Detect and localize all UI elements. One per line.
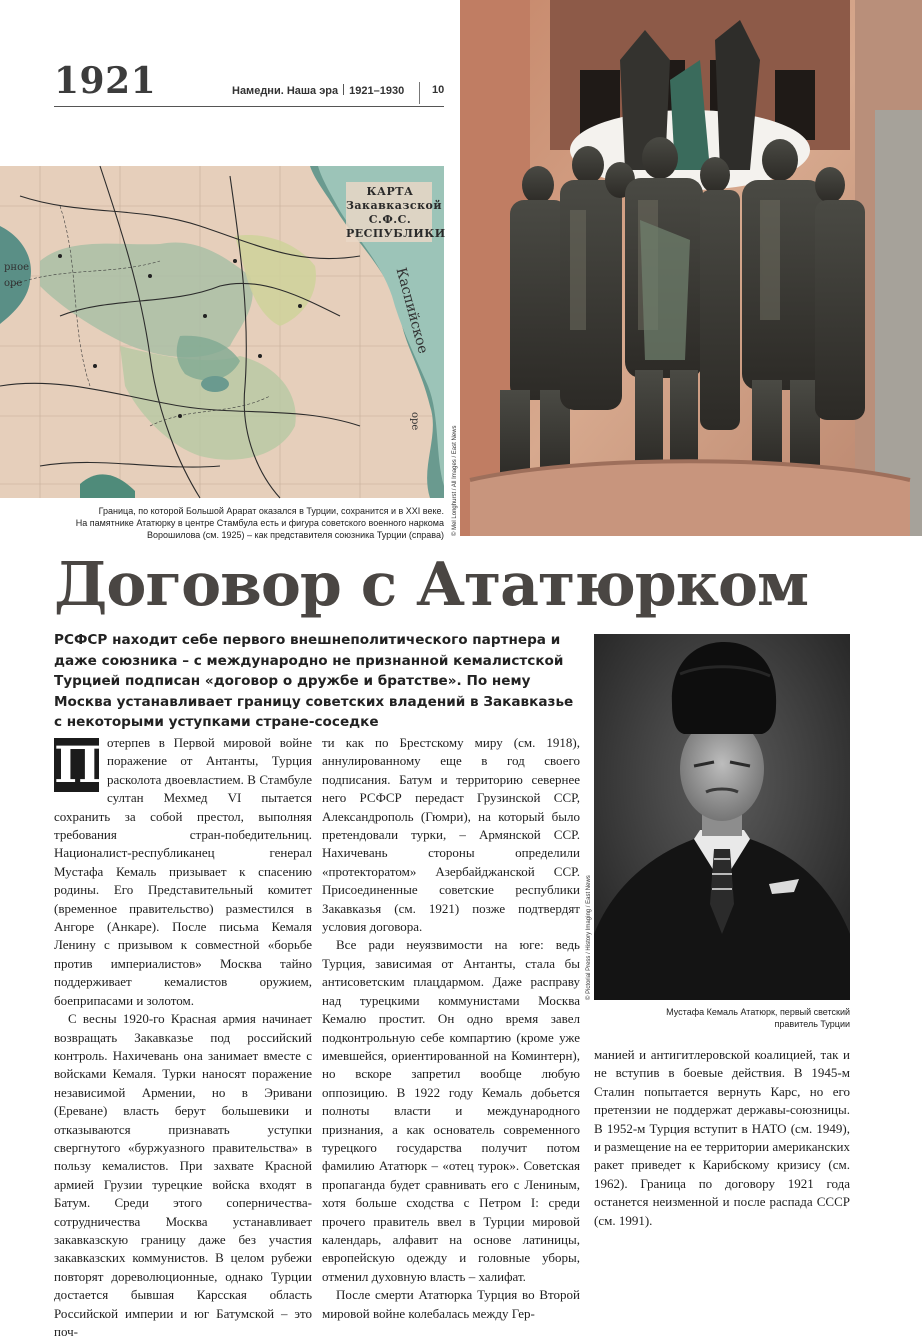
map-title-line: Закавказской [346,199,443,212]
map-label-sea-left: рное [4,262,30,273]
portrait-caption [594,1006,850,1030]
body-paragraph: С весны 1920-го Красная армия начинает возвращать Закавказье под российский контроль. Нахичевань она занимает вместе с войсками Кемаля. Турки наносят поражение независимой Армении, но в Эривани (Ереване) власть берут большевики и отказываются признавать уступки свергнутого «буржуазного правительства» в пользу кемалистов. При захвате Красной армией Грузии турецкие войска входят в Батум. Среди этого соперничества-сотрудничества Москва устанавливает закавказскую границу даже без участия закавказских коммунистов. В целом рубежи повторят дореволюционные, однако Турции достается бывшая Карсская область Российской империи и юг Батумской – это поч- [54,1011,312,1339]
map-caption-line: Ворошилова (см. 1925) – как представителя союзника Турции (справа) [146,530,444,540]
article-lead: РСФСР находит себе первого внешнеполитического партнера и даже союзника – с международно не признанной кемалистской Турцией подписан «договор о дружбе и братстве». По нему Москва устанавливает границу советских владений в Закавказье с некоторыми уступками стране-соседке [54,632,574,730]
map-caption [40,505,444,541]
page-number: 10 [432,84,445,96]
header-rule [54,106,444,107]
map-caption-line: На памятнике Ататюрку в центре Стамбула есть и фигура советского военного наркома [75,518,444,528]
ataturk-portrait [594,634,850,1000]
statue-drawing [460,0,922,536]
map-title-line: С.Ф.С. [368,213,412,226]
article-headline: Договор с Ататюрком [54,550,809,620]
map-label-caspian: Каспийское [392,266,431,356]
portrait-caption-line: правитель Турции [774,1019,850,1029]
body-column-1 [54,734,312,1339]
portrait-caption-line: Мустафа Кемаль Ататюрк, первый светский [666,1007,850,1017]
body-column-2 [322,734,580,1321]
body-paragraph: ти как по Брестскому миру (см. 1918), аннулированному еще в год своего подписания. Батум и территорию севернее него РСФСР передаст Грузинской ССР, Александрополь (Гюмри), на который было претендовали турки, – Армянской ССР. Нахичевань стороны определили «протекторатом» Азербайджанской ССР. Присоединенные советские республики Закавказья (см. 1921) позже подтвердят условия договора. [322,735,580,935]
drop-cap: П [54,735,102,794]
portrait-drawing [594,634,850,1000]
body-paragraph: манией и антигитлеровской коалицией, так и не вступив в боевые действия. В 1945-м Сталин попытается вернуть Карс, но его претензии не поддержат державы-союзницы. В 1952-м Турция вступит в НАТО (см. 1949), и размещение на ее территории американских ракет приведет к Карибскому кризису (см. 1962). Граница по договору 1921 года останется неизменной и после распада СССР (см. 1991). [594,1047,850,1228]
running-title-range: 1921–1930 [349,85,405,97]
map-title-line: КАРТА [366,185,414,198]
body-paragraph: Все ради неуязвимости на юге: ведь Турция, зависимая от Антанты, стала бы антисоветским плацдармом. Даже расправу над турецкими коммунистами Москва Кемалю простит. Он одно время завел подконтрольную себе компартию (кроме уже имевшейся, ориентированной на Коминтерн), но вскоре запретил вообще любую оппозицию. В 1922 году Кемаль добьется полноты власти и международного признания, а как основатель современного турецкого государства получит потом фамилию Ататюрк – «отец турок». Советская пропаганда будет сравнивать его с Лениным, хотя больше сходства с Петром I: среди прочего правитель ввел в Турции мировой календарь, алфавит на основе латиницы, европейскую одежду и головные уборы, отменил духовную власть – халифат. [322,937,580,1284]
body-paragraph: После смерти Ататюрка Турция во Второй мировой войне колебалась между Гер- [322,1287,580,1321]
folio-divider [419,82,420,104]
map-label-sea-left: оре [4,278,23,289]
running-title [232,84,404,97]
map-caption-line: Граница, по которой Большой Арарат оказался в Турции, сохранится и в XXI веке. [98,506,444,516]
map-label-sea-bottom: оре [409,412,420,431]
portrait-photo-credit: © Pictorial Press / History Imaging / East News [586,875,592,1000]
map-title-line: РЕСПУБЛИКИ [346,227,446,240]
year-heading: 1921 [54,60,157,102]
map-title [346,185,446,241]
body-column-3 [594,1046,850,1228]
running-title-text: Намедни. Наша эра [232,85,339,97]
statue-photo-credit: © Mel Longhurst / All Images / East News [452,425,458,536]
paragraph-text: отерпев в Первой мировой войне поражение от Антанты, Турция расколота двоевластием. В Стамбуле султан Мехмед VI пытается сохранить за собой престол, выполняя требования стран-победительниц. Националист-республиканец генерал Мустафа Кемаль призывает к спасению родины. Его Представительный комитет (временное правительство) разместился в Ангоре (Анкаре). После письма Кемаля Ленину с призывом к совместной «борьбе против империалистов» Москва тайно поддерживает кемалистов оружием, боеприпасами и золотом. [54,735,312,1008]
running-title-divider [343,84,344,95]
statue-photo [460,0,922,536]
body-paragraph [54,734,312,1010]
